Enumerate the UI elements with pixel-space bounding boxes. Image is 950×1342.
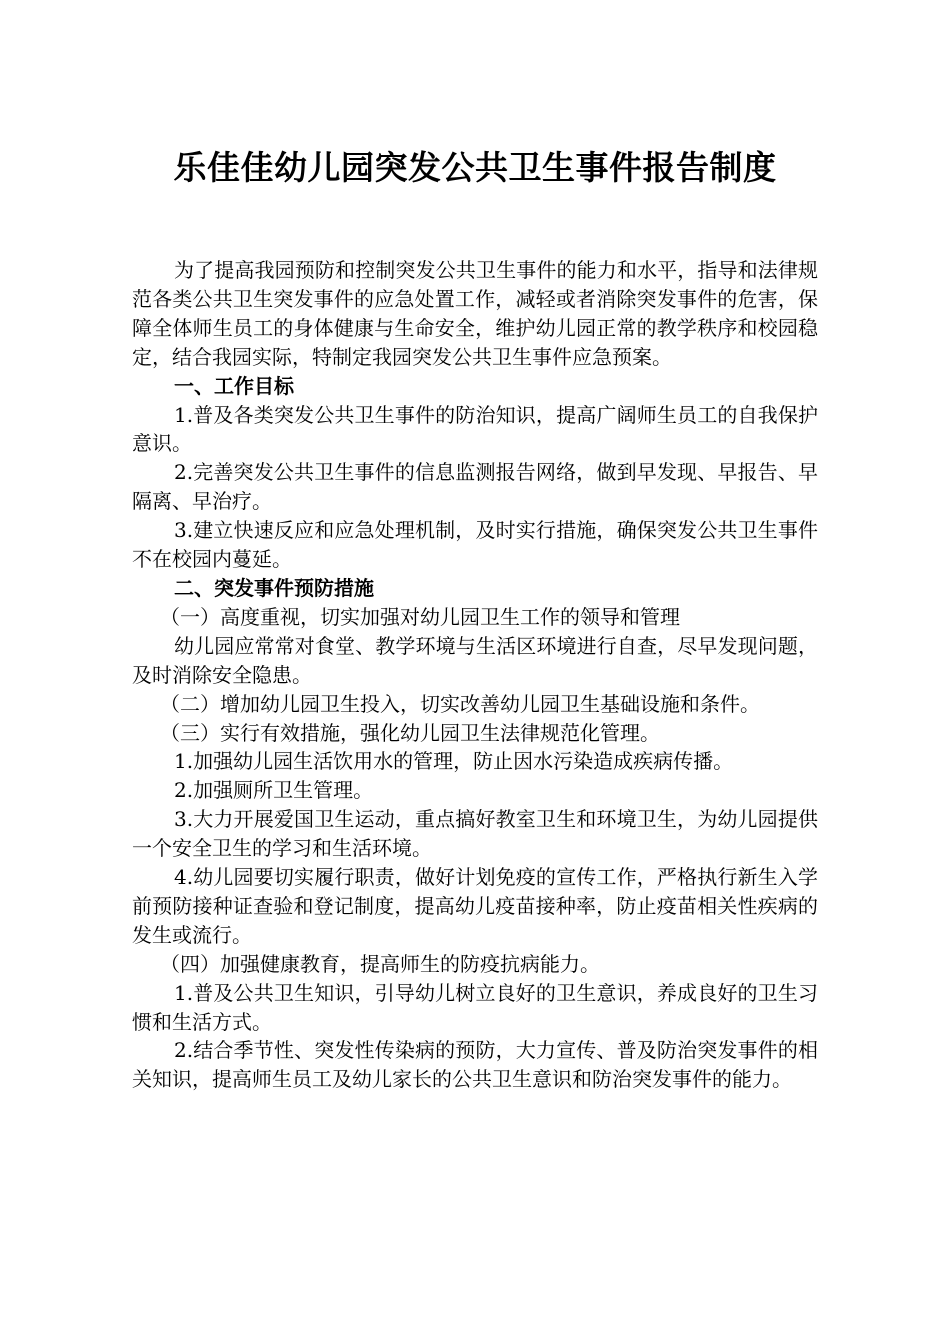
goal-item-3: 3.建立快速反应和应急处理机制，及时实行措施，确保突发公共卫生事件不在校园内蔓延。 (132, 518, 818, 572)
subsection-1-paragraph: 幼儿园应常常对食堂、教学环境与生活区环境进行自查，尽早发现问题，及时消除安全隐患。 (132, 633, 818, 687)
document-title: 乐佳佳幼儿园突发公共卫生事件报告制度 (173, 148, 777, 187)
section-heading-prevention: 二、突发事件预防措施 (174, 575, 374, 600)
subsection-3-item-2: 2.加强厕所卫生管理。 (174, 778, 374, 803)
subsection-3-item-1: 1.加强幼儿园生活饮用水的管理，防止因水污染造成疾病传播。 (174, 749, 734, 774)
subsection-2: （二）增加幼儿园卫生投入，切实改善幼儿园卫生基础设施和条件。 (160, 691, 760, 716)
subsection-4-item-2: 2.结合季节性、突发性传染病的预防，大力宣传、普及防治突发事件的相关知识，提高师生员工及幼儿家长的公共卫生意识和防治突发事件的能力。 (132, 1038, 818, 1092)
document-body (132, 256, 818, 1094)
goal-item-1: 1.普及各类突发公共卫生事件的防治知识，提高广阔师生员工的自我保护意识。 (132, 402, 818, 456)
subsection-3-item-3: 3.大力开展爱国卫生运动，重点搞好教室卫生和环境卫生，为幼儿园提供一个安全卫生的学习和生活环境。 (132, 807, 818, 861)
subsection-4-item-1: 1.普及公共卫生知识，引导幼儿树立良好的卫生意识，养成良好的卫生习惯和生活方式。 (132, 980, 818, 1034)
goal-item-2: 2.完善突发公共卫生事件的信息监测报告网络，做到早发现、早报告、早隔离、早治疗。 (132, 460, 818, 514)
subsection-1: （一）高度重视，切实加强对幼儿园卫生工作的领导和管理 (160, 604, 680, 629)
section-heading-goals: 一、工作目标 (174, 373, 294, 398)
subsection-3-item-4: 4.幼儿园要切实履行职责，做好计划免疫的宣传工作，严格执行新生入学前预防接种证查验和登记制度，提高幼儿疫苗接种率，防止疫苗相关性疾病的发生或流行。 (132, 865, 818, 947)
subsection-4: （四）加强健康教育，提高师生的防疫抗病能力。 (160, 951, 600, 976)
intro-paragraph: 为了提高我园预防和控制突发公共卫生事件的能力和水平，指导和法律规范各类公共卫生突发事件的应急处置工作，减轻或者消除突发事件的危害，保障全体师生员工的身体健康与生命安全，维护幼儿园正常的教学秩序和校园稳定，结合我园实际，特制定我园突发公共卫生事件应急预案。 (132, 258, 818, 369)
subsection-3: （三）实行有效措施，强化幼儿园卫生法律规范化管理。 (160, 720, 660, 745)
